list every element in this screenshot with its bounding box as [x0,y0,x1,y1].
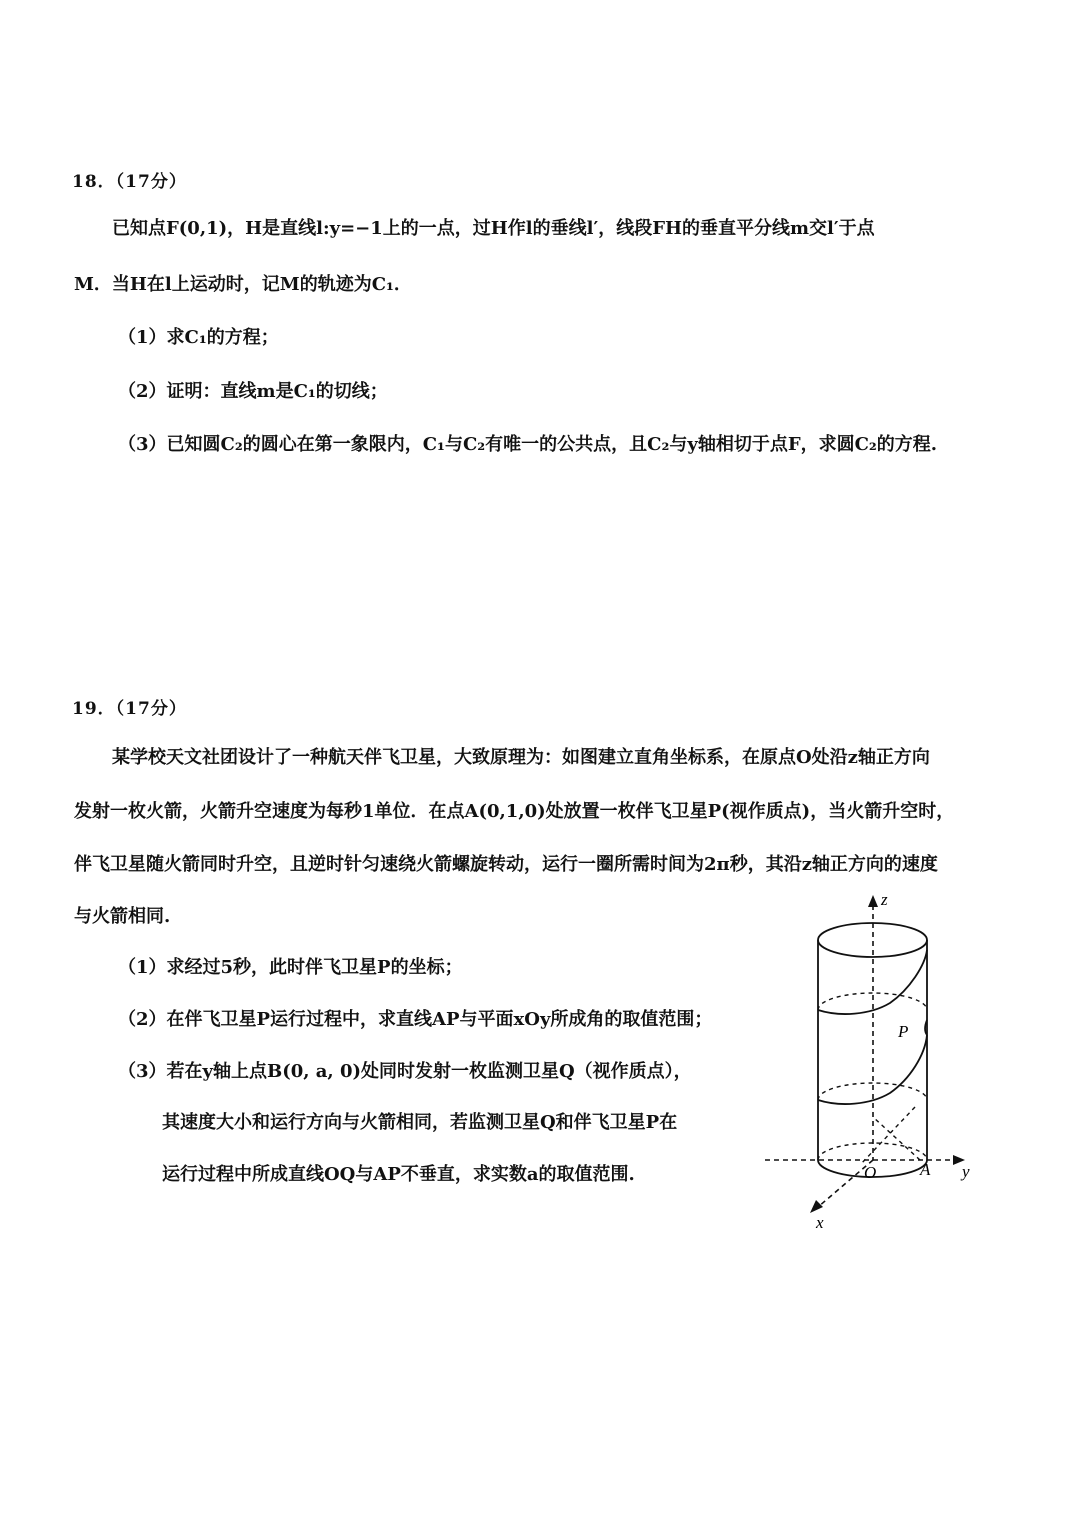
point-p-label: P [898,1022,909,1041]
y-axis-label: y [962,1162,970,1181]
q19-intro-line-2: 发射一枚火箭，火箭升空速度为每秒1单位．在点A(0,1,0)处放置一枚伴飞卫星P(视作质点)，当火箭升空时， [74,801,955,822]
q18-part-3: （3）已知圆C₂的圆心在第一象限内，C₁与C₂有唯一的公共点，且C₂与y轴相切于点F，求圆C₂的方程. [118,434,938,455]
q18-part-2: （2）证明：直线m是C₁的切线； [118,381,388,402]
helix-cylinder-figure [760,885,1000,1230]
q18-intro-line-1: 已知点F(0,1)，H是直线l:y=−1上的一点，过H作l的垂线l′，线段FH的垂直平分线m交l′于点 [112,218,875,239]
origin-label: O [864,1163,877,1182]
line-op-diagonal [860,1107,915,1165]
q18-header: 18．（17分） [72,172,187,192]
x-axis-arrow [810,1200,823,1213]
q19-header: 19．（17分） [72,699,187,719]
q19-part-1: （1）求经过5秒，此时伴飞卫星P的坐标； [118,957,463,978]
z-axis-arrow [868,895,878,907]
q19-part-3-line-1: （3）若在y轴上点B(0, a, 0)处同时发射一枚监测卫星Q（视作质点）， [118,1061,692,1082]
q19-part-3-line-2: 其速度大小和运行方向与火箭相同，若监测卫星Q和伴飞卫星P在 [162,1112,678,1133]
q19-part-3-line-3: 运行过程中所成直线OQ与AP不垂直，求实数a的取值范围. [162,1164,635,1185]
q18-intro-line-2: M．当H在l上运动时，记M的轨迹为C₁． [74,274,412,295]
q19-intro-line-1: 某学校天文社团设计了一种航天伴飞卫星，大致原理为：如图建立直角坐标系，在原点O处沿z轴正方向 [112,747,930,768]
x-axis-label: x [816,1213,824,1230]
q18-part-1: （1）求C₁的方程； [118,327,279,348]
q19-part-2: （2）在伴飞卫星P运行过程中，求直线AP与平面xOy所成角的取值范围； [118,1009,713,1030]
q19-intro-line-4: 与火箭相同. [74,906,171,927]
line-ap-lower [873,1117,920,1160]
point-a-label: A [920,1160,931,1179]
q19-intro-line-3: 伴飞卫星随火箭同时升空，且逆时针匀速绕火箭螺旋转动，运行一圈所需时间为2π秒，其沿z轴正方向的速度 [74,854,938,875]
z-axis-label: z [881,890,888,909]
